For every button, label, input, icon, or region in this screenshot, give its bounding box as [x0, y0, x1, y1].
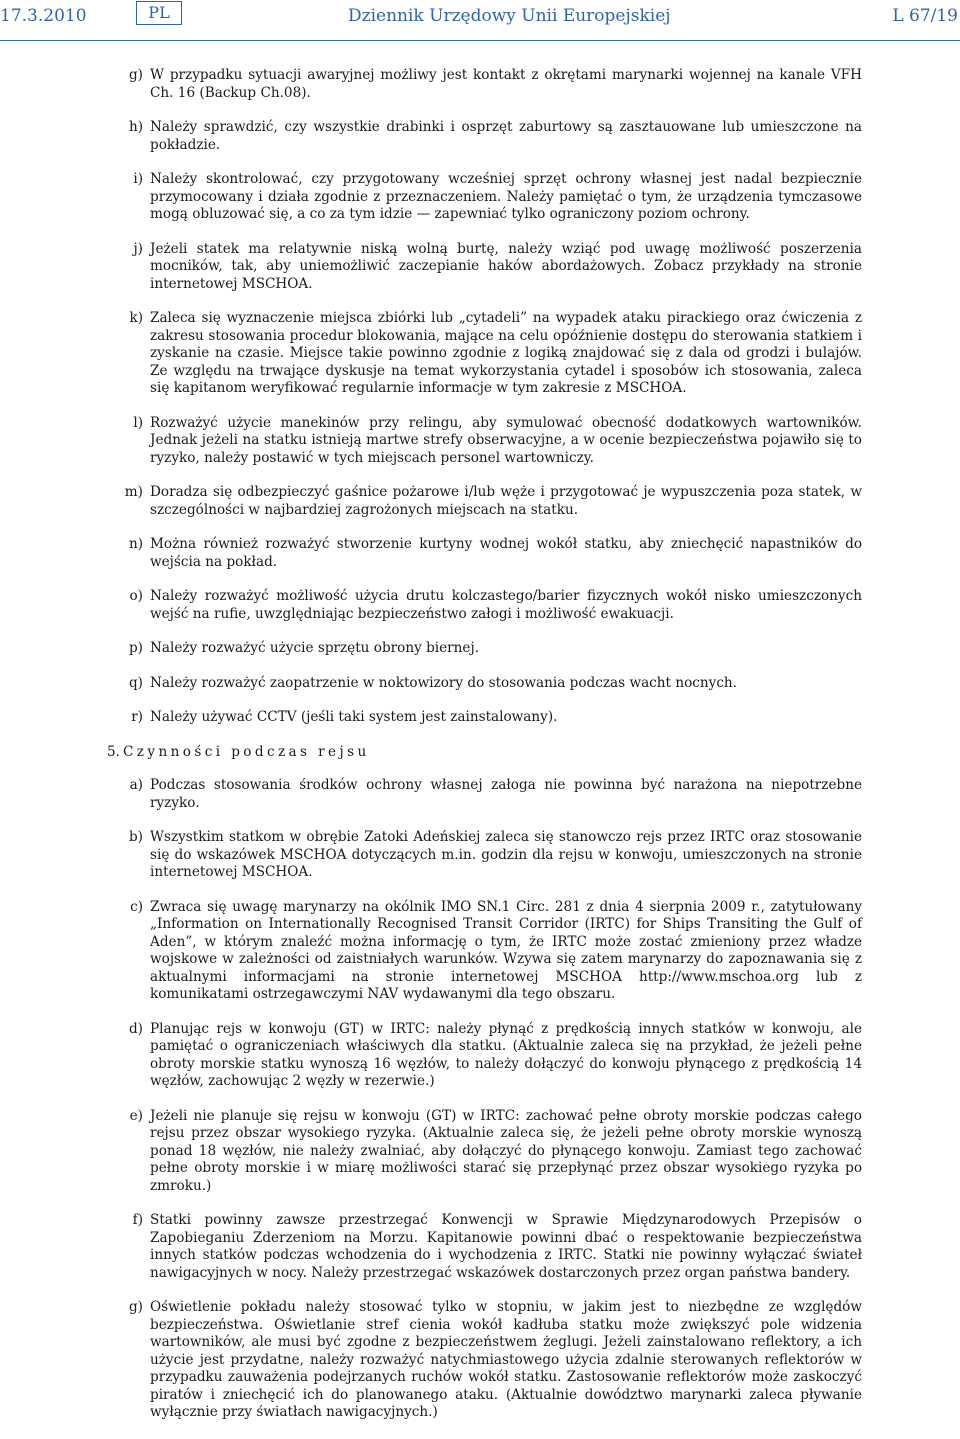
section-number: 5. — [107, 743, 120, 760]
list-item — [0, 675, 960, 693]
list-item-label: j) — [133, 240, 143, 257]
list-item — [0, 171, 960, 224]
document-body — [0, 67, 960, 1439]
list-item-text: Rozważyć użycie manekinów przy relingu, aby symulować obecność dodatkowych wartowników. Jednak jeżeli na statku istnieją martwe strefy obserwacyjne, a w ocenie bezpieczeństwa pojawiło się to ryzyko, należy postawić w tych miejscach personel wartowniczy. — [150, 414, 862, 466]
list-item-label: n) — [128, 536, 143, 552]
list-item — [0, 829, 960, 882]
list-item-text: Planując rejs w konwoju (GT) w IRTC: należy płynąć z prędkością innych statków w konwoju, ale pamiętać o ograniczeniach właściwych dla statku. (Aktualnie zaleca się na przykład, że jeżeli pełne obroty morskie statku wynoszą 16 węzłów, to należy dołączyć do konwoju płynącego z prędkością 14 węzłów, zachowując 2 węzły w rezerwie.) — [150, 1020, 862, 1089]
list-item-text: Statki powinny zawsze przestrzegać Konwencji w Sprawie Międzynarodowych Przepisów o Zapobieganiu Zderzeniom na Morzu. Kapitanowie powinni dbać o respektowanie bezpieczeństwa innych statków podczas wchodzenia do i wychodzenia z IRTC. Statki nie powinny wyłączać świateł nawigacyjnych w nocy. Należy przestrzegać wskazówek dostarczonych przez organ państwa bandery. — [150, 1212, 862, 1281]
list-item — [0, 1021, 960, 1091]
list-item — [0, 415, 960, 468]
list-item — [0, 484, 960, 519]
list-item — [0, 1108, 960, 1196]
publication-date: 17.3.2010 — [0, 6, 87, 26]
list-item-label: q) — [128, 674, 143, 691]
list-item-label: b) — [128, 829, 143, 845]
list-item-label: g) — [128, 1299, 143, 1315]
list-item-label: k) — [129, 310, 143, 326]
list-item-label: d) — [128, 1020, 143, 1037]
list-item-text: Należy skontrolować, czy przygotowany wcześniej sprzęt ochrony własnej jest nadal bezpiecznie przymocowany i działa zgodnie z przeznaczeniem. Należy pamiętać o tym, że urządzenia tymczasowe mogą obluzować się, a co za tym idzie — zapewniać tylko ograniczony poziom ochrony. — [150, 171, 862, 222]
list-item-label: f) — [132, 1212, 143, 1228]
list-item-text: Jeżeli statek ma relatywnie niską wolną burtę, należy wziąć pod uwagę możliwość poszerzenia mocników, tak, aby uniemożliwić zaczepianie haków abordażowych. Zobacz przykłady na stronie internetowej MSCHOA. — [150, 240, 862, 292]
list-item — [0, 241, 960, 294]
list-item — [0, 588, 960, 623]
list-item — [0, 67, 960, 102]
list-item-label: i) — [133, 171, 143, 187]
list-item-text: Należy rozważyć użycie sprzętu obrony biernej. — [150, 640, 480, 656]
list-item — [0, 640, 960, 658]
list-item-text: Należy sprawdzić, czy wszystkie drabinki i osprzęt zaburtowy są zasztauowane lub umieszczone na pokładzie. — [150, 119, 862, 153]
section-heading — [0, 744, 960, 762]
list-item-text: Jeżeli nie planuje się rejsu w konwoju (GT) w IRTC: zachować pełne obroty morskie podczas całego rejsu przez obszar wysokiego ryzyka. (Aktualnie zaleca się, że jeżeli pełne obroty morskie wynoszą ponad 18 węzłów, nie należy zwalniać, aby dołączyć do płynącego konwoju. Zamiast tego zachować pełne obroty morskie i w miarę możliwości starać się przepłynąć przez obszar wysokiego ryzyka po zmroku.) — [150, 1107, 862, 1194]
list-item-text: Należy rozważyć zaopatrzenie w noktowizory do stosowania podczas wacht nocnych. — [150, 674, 738, 691]
language-badge: PL — [136, 1, 182, 25]
security-measures-list — [0, 67, 960, 727]
list-item — [0, 536, 960, 571]
list-item-label: a) — [129, 777, 143, 793]
list-item — [0, 777, 960, 812]
list-item-text: W przypadku sytuacji awaryjnej możliwy jest kontakt z okrętami marynarki wojennej na kanale VFH Ch. 16 (Backup Ch.08). — [150, 67, 862, 101]
list-item-label: c) — [130, 898, 143, 915]
list-item-label: e) — [129, 1107, 143, 1124]
list-item-label: g) — [128, 67, 143, 83]
journal-title: Dziennik Urzędowy Unii Europejskiej — [348, 6, 671, 26]
list-item-text: Doradza się odbezpieczyć gaśnice pożarowe i/lub węże i przygotować je wypuszczenia poza statek, w szczególności w najbardziej zagrożonych miejscach na statku. — [150, 484, 862, 518]
list-item — [0, 1299, 960, 1422]
list-item-text: Zwraca się uwagę marynarzy na okólnik IMO SN.1 Circ. 281 z dnia 4 sierpnia 2009 r., zatytułowany „Information on Internationally Recognised Transit Corridor (IRTC) for Ships Transiting the Gulf of Aden”, w którym znaleźć można informację o tym, że IRTC może zostać zmieniony przez władze wojskowe w zależności od zaistniałych warunków. Wzywa się zatem marynarzy do zapoznawania się z aktualnymi informacjami na stronie internetowej MSCHOA http://www.mschoa.org lub z komunikatami ostrzegawczymi NAV wydawanymi dla tego obszaru. — [150, 898, 862, 1002]
list-item — [0, 1212, 960, 1282]
list-item-text: Można również rozważyć stworzenie kurtyny wodnej wokół statku, aby zniechęcić napastników do wejścia na pokład. — [150, 536, 862, 570]
list-item-label: r) — [131, 709, 143, 725]
list-item — [0, 709, 960, 727]
list-item — [0, 119, 960, 154]
list-item-label: h) — [128, 119, 143, 135]
page-header — [0, 0, 960, 41]
list-item-text: Oświetlenie pokładu należy stosować tylko w stopniu, w jakim jest to niezbędne ze względów bezpieczeństwa. Oświetlanie stref cienia wokół kadłuba statku może zwiększyć pole widzenia wartowników, ale musi być zgodne z bezpieczeństwem żeglugi. Jeżeli zainstalowano reflektory, a ich użycie jest przydatne, należy rozważyć natychmiastowego użycia zdalnie sterowanych reflektorów w przypadku zauważenia podejrzanych ruchów wokół statku. Zastosowanie reflektorów może zaskoczyć piratów i zniechęcić ich do planowanego ataku. (Aktualnie dowództwo marynarki zaleca pływanie wyłącznie przy światłach nawigacyjnych.) — [150, 1299, 862, 1420]
page-reference: L 67/19 — [892, 6, 958, 26]
list-item — [0, 310, 960, 398]
list-item-label: p) — [128, 640, 143, 656]
section-title: Czynności podczas rejsu — [123, 743, 370, 760]
list-item-label: l) — [133, 414, 143, 431]
list-item-label: m) — [124, 484, 143, 500]
list-item — [0, 899, 960, 1004]
list-item-text: Należy rozważyć możliwość użycia drutu kolczastego/barier fizycznych wokół nisko umieszczonych wejść na rufie, uwzględniając bezpieczeństwo załogi i możliwość ewakuacji. — [150, 588, 862, 622]
list-item-text: Należy używać CCTV (jeśli taki system jest zainstalowany). — [150, 709, 558, 725]
list-item-text: Zaleca się wyznaczenie miejsca zbiórki lub „cytadeli” na wypadek ataku pirackiego oraz ćwiczenia z zakresu stosowania procedur blokowania, mające na celu opóźnienie dostępu do sterowania statkiem i zyskanie na czasie. Miejsce takie powinno zgodnie z logiką znajdować się z dala od grodzi i bulajów. Ze względu na trwające dyskusje na temat wykorzystania cytadel i sposobów ich stosowania, zaleca się kapitanom weryfikować regularnie informacje w tym zakresie z MSCHOA. — [150, 310, 862, 396]
list-item-text: Podczas stosowania środków ochrony własnej załoga nie powinna być narażona na niepotrzebne ryzyko. — [150, 777, 862, 811]
transit-procedures-list — [0, 777, 960, 1422]
list-item-text: Wszystkim statkom w obrębie Zatoki Adeńskiej zaleca się stanowczo rejs przez IRTC oraz stosowanie się do wskazówek MSCHOA dotyczących m.in. godzin dla rejsu w konwoju, umieszczonych na stronie internetowej MSCHOA. — [150, 829, 862, 880]
list-item-label: o) — [129, 588, 143, 604]
